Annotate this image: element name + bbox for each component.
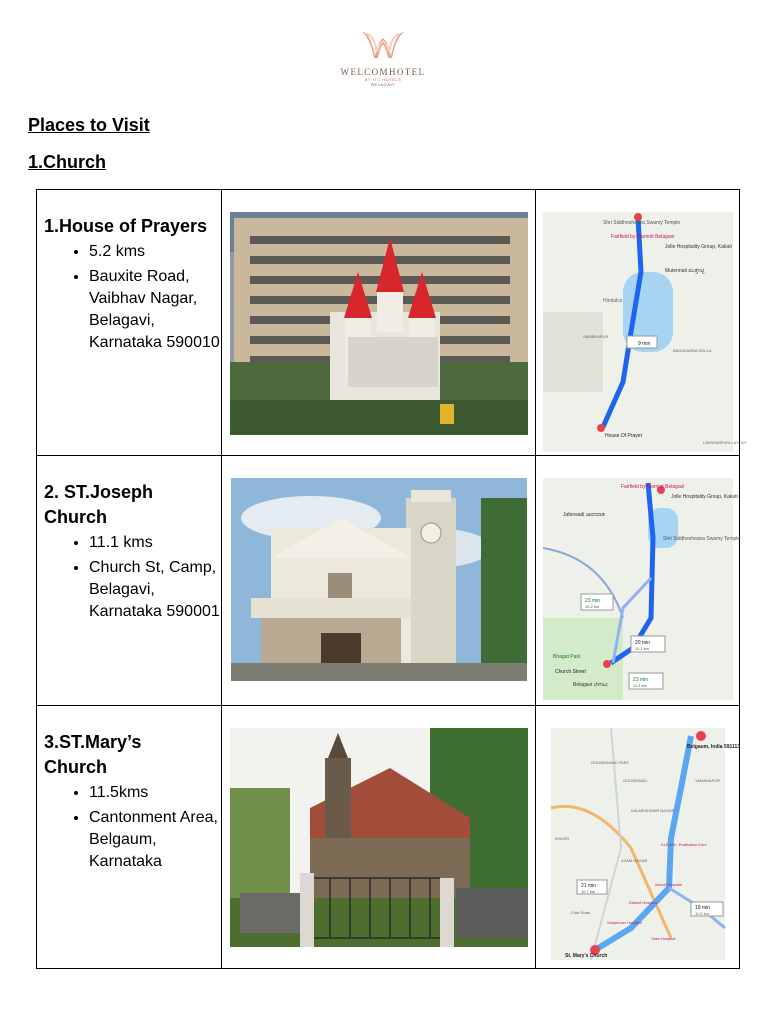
map-label: Jolle Hospitality Group, Kakati: [664, 244, 732, 250]
map-label: 19 min: [694, 905, 710, 911]
route-map: [543, 212, 747, 452]
logo-city: BELAGAVI: [371, 82, 395, 87]
map-label: District Hospital: [628, 900, 657, 905]
place-name: 2. ST.Joseph Church: [44, 482, 154, 527]
place-map-cell: [536, 706, 740, 969]
place-distance: • 5.2 kms: [89, 241, 221, 263]
place-info-cell: [37, 706, 222, 969]
map-label: Shri Siddheshwara Swamy Temple: [602, 220, 680, 226]
map-label: 23 min: [632, 677, 648, 683]
map-label: Ashok Hospital: [654, 882, 682, 887]
map-label: 10.7 km: [580, 889, 595, 894]
map-label: Club Road: [570, 910, 590, 915]
logo-tagline: BY ITC HOTELS: [364, 77, 402, 82]
section-heading: Places to Visit: [28, 115, 150, 135]
map-label: Jolle Hospitality Group, Kakati: [670, 494, 738, 500]
map-label: 10.2 km: [584, 604, 599, 609]
map-label: KALMESHWAR NAGAR: [630, 808, 675, 813]
map-label: GOUNDWAD: [622, 778, 647, 783]
map-label: GOUNDAWAD PART: [590, 760, 629, 765]
map-label: Hindalco: [602, 298, 622, 304]
map-label: BADAKANNA KOLLA: [672, 348, 711, 353]
map-label: House Of Prayer: [604, 433, 642, 439]
map-label: KLE's Dr. Prabhakar Kore: [660, 842, 707, 847]
map-label: 9 min: [637, 341, 650, 347]
map-label: 20 min: [634, 640, 650, 646]
place-distance: • 11.1 kms: [89, 532, 221, 554]
map-label: St. Mary's Church: [564, 953, 607, 959]
place-photo-cell: [222, 190, 536, 456]
map-label: Fairfield by Marriott Belagavi: [620, 484, 684, 490]
table-row: [37, 706, 740, 969]
map-label: 11.6 km: [632, 683, 647, 688]
place-address: • Church St, Camp, Belagavi, Karnataka 590001: [89, 557, 221, 623]
map-label: LAKSHMIPURI LAYOUT: [702, 440, 747, 445]
map-label: YAMANAPUR: [694, 778, 720, 783]
place-facts: [44, 782, 221, 873]
map-label: AZAM NAGAR: [620, 858, 647, 863]
map-label: Yash Hospital: [650, 936, 675, 941]
map-label: Belagavi ಬೆಳಗಾವಿ: [572, 682, 608, 688]
place-name: 1.House of Prayers: [44, 216, 208, 236]
category-heading: 1.Church: [28, 152, 107, 172]
table-row: [37, 190, 740, 456]
places-table: [36, 189, 747, 969]
place-map-cell: [536, 190, 747, 456]
hotel-logo: [333, 28, 433, 108]
st-joseph-church-photo: [231, 478, 527, 681]
house-of-prayers-photo: [230, 212, 528, 435]
map-label: Belgaum, India 591113: [686, 744, 740, 750]
route-map: [543, 478, 740, 700]
table-row: [37, 456, 740, 706]
map-label: Bhagat Park: [552, 654, 581, 660]
map-label: 11.5 km: [694, 911, 709, 916]
map-label: Church Street: [554, 669, 586, 675]
place-facts: [44, 532, 221, 623]
map-label: Sanjeevan Hospital: [606, 920, 641, 925]
logo-brand: WELCOMHOTEL: [340, 67, 426, 77]
place-facts: [44, 241, 221, 354]
place-distance: • 11.5kms: [89, 782, 221, 804]
place-address: • Bauxite Road, Vaibhav Nagar, Belagavi, Karnataka 590010: [89, 266, 221, 354]
map-label: 23 min: [584, 598, 600, 604]
route-map: [551, 728, 740, 960]
map-label: 11.1 km: [634, 646, 649, 651]
place-name: 3.ST.Mary’s Church: [44, 732, 142, 777]
place-photo-cell: [222, 456, 536, 706]
map-label: KHURD: [554, 836, 569, 841]
welcomhotel-logo-icon: [358, 28, 408, 60]
map-label: SAMBHAPUR: [582, 334, 608, 339]
place-map-cell: [536, 456, 740, 706]
place-photo-cell: [222, 706, 536, 969]
place-address: • Cantonment Area, Belgaum, Karnataka: [89, 807, 221, 873]
map-label: Jafarwadi ಜಾಫರವಾಡಿ: [562, 512, 605, 518]
place-info-cell: [37, 456, 222, 706]
map-label: Shri Siddheshwara Swamy Temple: [662, 536, 740, 542]
st-marys-church-photo: [230, 728, 528, 947]
map-label: 21 min: [580, 883, 596, 889]
map-label: Mutennati ಮುತ್ತೆನಟ್ಟಿ: [664, 268, 704, 274]
map-label: Fairfield by Marriott Belagavi: [610, 234, 674, 240]
place-info-cell: [37, 190, 222, 456]
